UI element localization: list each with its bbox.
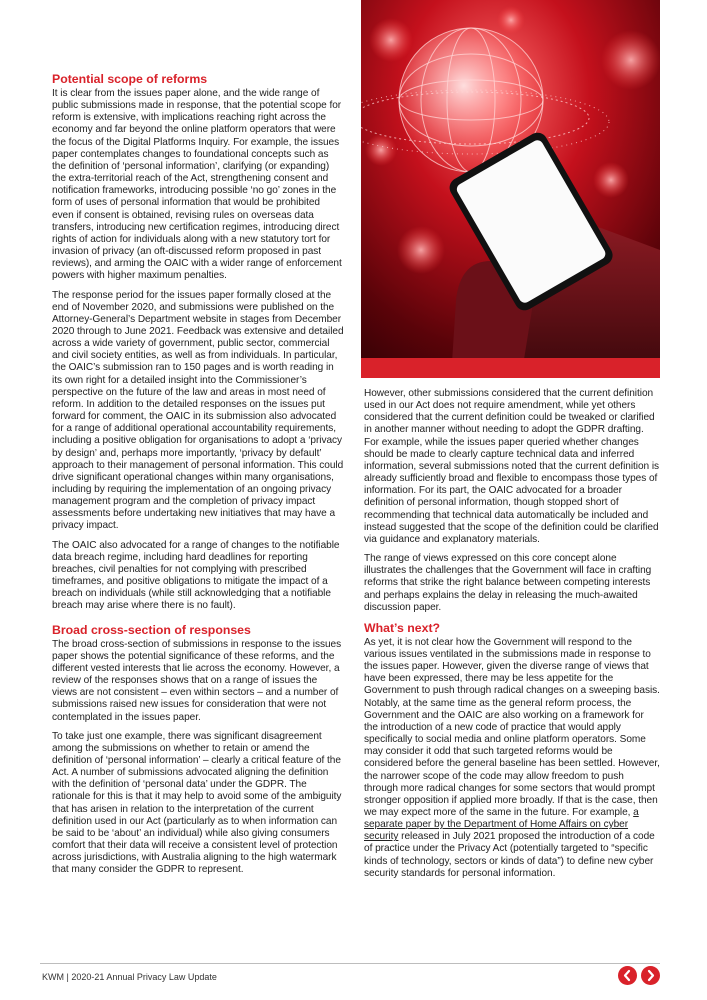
- paragraph-whats-next: [364, 637, 660, 880]
- paragraph-text: released in July 2021 proposed the introduction of a code of practice under the Privacy Act (potentially targeted to “specific kinds of technology, sectors or kinds of data”) to define new cyber security standards for personal information.: [364, 831, 655, 879]
- home-affairs-cyber-security-link[interactable]: a separate paper by the Department of Home Affairs on cyber security: [364, 807, 639, 843]
- footer-title: KWM | 2020-21 Annual Privacy Law Update: [42, 972, 217, 982]
- paragraph: To take just one example, there was significant disagreement among the submissions on whether to retain or amend the definition of ‘personal information’ – clearly a critical feature of the Act. A number of submissions advocated aligning the definition with the definition of ‘personal data’ under the GDPR. The rationale for this is that it may help to avoid some of the ambiguity that has arisen in relation to the interpretation of the current definition used in our Act (particularly as to when information can be said to be ‘about’ an individual) while also giving consumers comfort that their data will receive a consistent level of protection across jurisdictions, with Australia aligning to the high watermark that many consider the GDPR to represent.: [52, 730, 342, 876]
- chevron-left-icon: [618, 966, 637, 985]
- paragraph: It is clear from the issues paper alone, and the wide range of public submissions made in response, that the potential scope for reform is extensive, with implications reaching right across the economy and far beyond the online platform operators that were the focus of the Digital Platforms Inquiry. For example, the issues paper contemplates changes to foundational concepts such as the definition of ‘personal information’, clarifying (or expanding) the extra-territorial reach of the Act, strengthening consent and notification frameworks, introducing possible ‘no go’ zones in the form of uses of personal information that would be prohibited even if consent is obtained, revising rules on overseas data transfers, introducing new certification regimes, introducing direct rights of action for individuals along with a new statutory tort for invasion of privacy (an oft-discussed reform proposed in past reviews), and arming the OAIC with a wider range of enforcement powers with higher maximum penalties.: [52, 88, 342, 282]
- right-column: [364, 388, 660, 887]
- heading-broad-cross-section: Broad cross-section of responses: [52, 622, 251, 637]
- hero-image-globe-smartphone: [361, 0, 660, 378]
- paragraph-text: As yet, it is not clear how the Government will respond to the various issues ventilated in the submissions made in response to the issues paper. However, given the diverse range of views that have been expressed, there may be less appetite for the Government to push through radical changes on a sweeping basis. Notably, at the same time as the general reform process, the Government and the OAIC are also working on a framework for the introduction of a new code of practice that would apply specifically to social media and online platform operators. Some may consider it odd that such targeted reforms would be considered before the general baseline has been settled. However, the narrower scope of the code may allow freedom to push through more radical changes for some sectors that would prompt stronger opposition if applied more broadly. If that is the case, then we may expect more of the same in the future. For example,: [364, 636, 660, 818]
- heading-potential-scope: Potential scope of reforms: [52, 72, 208, 86]
- paragraph: The response period for the issues paper formally closed at the end of November 2020, and submissions were published on the Attorney-General’s Department website in stages from December 2020 through to June 2021. Feedback was extensive and detailed across a wide variety of government, public sector, commercial and civil society entities, as well as from individuals. In particular, the OAIC’s submission ran to 150 pages and is worth reading in its own right for a detailed insight into the Commissioner’s perspective on the future of the law and areas in most need of reform. In addition to the detailed responses on the issues put forward for comment, the OAIC in its submission also advocated for a range of additional operational accountability requirements, including a positive obligation for organisations to adopt a ‘privacy by design’ and, perhaps more importantly, ‘privacy by default’ approach to their management of personal information. This could drive significant operational changes within many organisations, including by requiring the implementation of an ongoing privacy management program and the completion of privacy impact assessments before undertaking new initiatives that may have a privacy impact.: [52, 289, 344, 532]
- next-page-button[interactable]: [641, 966, 660, 985]
- footer-divider: [40, 963, 660, 964]
- heading-whats-next: What’s next?: [364, 620, 441, 635]
- left-column: [52, 72, 344, 884]
- paragraph: However, other submissions considered that the current definition used in our Act does not require amendment, while yet others considered that the current definition could be tweaked or clarified in another manner without needing to adopt the GDPR drafting. For example, while the issues paper queried whether changes should be made to clearly capture technical data and inferred information, several submissions noted that the current definition is already sufficiently broad and flexible to encompass those types of information. For its part, the OAIC advocated for a broader definition of personal information, though stopped short of recommending that technical data automatically be included and instead suggested that the scope of the definition could be clarified via guidance and explanatory materials.: [364, 388, 660, 545]
- paragraph: The broad cross-section of submissions in response to the issues paper shows the potential significance of these reforms, and the different vested interests that lie across the economy. However, a review of the responses shows that on a range of issues the views are not consistent – even within sectors – and a number of submissions raised new issues for consideration that were not contemplated in the issues paper.: [52, 638, 342, 723]
- paragraph: The OAIC also advocated for a range of changes to the notifiable data breach regime, including hard deadlines for reporting breaches, civil penalties for not complying with prescribed timeframes, and positive obligations to mitigate the impact of a breach on individuals (while still acknowledging that a notifiable breach may arise where there is no fault).: [52, 539, 340, 612]
- previous-page-button[interactable]: [618, 966, 637, 985]
- chevron-right-icon: [641, 966, 660, 985]
- paragraph: The range of views expressed on this core concept alone illustrates the challenges that the Government will face in crafting reforms that strike the right balance between competing interests and perhaps explains the delay in releasing the much-awaited discussion paper.: [364, 553, 652, 613]
- hero-illustration: [361, 0, 660, 378]
